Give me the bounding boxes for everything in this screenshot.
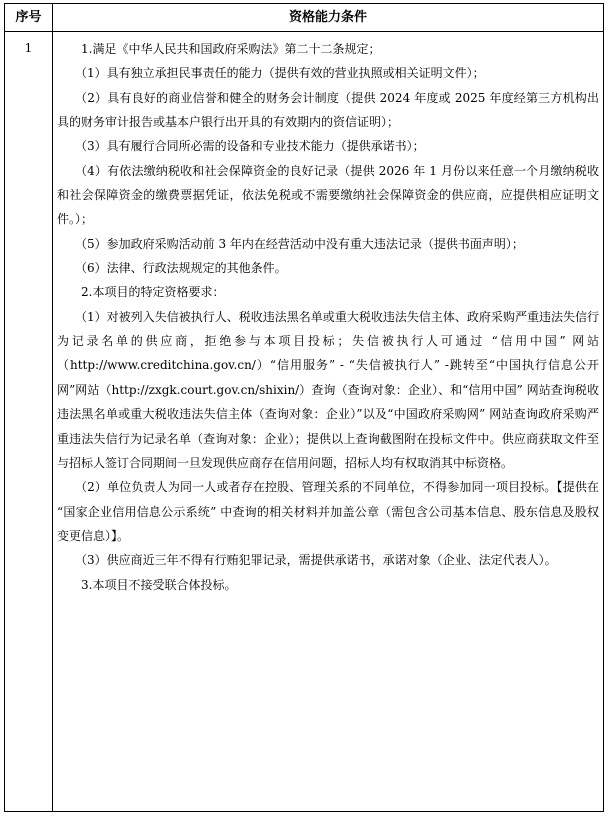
header-qualification-conditions: 资格能力条件 bbox=[288, 10, 367, 25]
requirement-paragraph: （3）具有履行合同所必需的设备和专业技术能力（提供承诺书）； bbox=[75, 139, 425, 154]
qualification-content-cell bbox=[57, 37, 599, 597]
requirement-paragraph: 2.本项目的特定资格要求： bbox=[81, 285, 225, 300]
requirement-paragraph: （3）供应商近三年不得有行贿犯罪记录，需提供承诺书，承诺对象（企业、法定代表人）。 bbox=[75, 553, 557, 568]
requirement-paragraph: （6）法律、行政法规规定的其他条件。 bbox=[75, 261, 287, 276]
table-header-row bbox=[5, 4, 603, 32]
requirement-paragraph: （1）具有独立承担民事责任的能力（提供有效的营业执照或相关证明文件）； bbox=[75, 66, 485, 81]
requirement-paragraph: 1.满足《中华人民共和国政府采购法》第二十二条规定； bbox=[81, 42, 381, 56]
header-serial-number: 序号 bbox=[15, 10, 42, 25]
qualification-table bbox=[4, 3, 604, 812]
requirement-paragraph: （5）参加政府采购活动前 3 年内在经营活动中没有重大违法记录（提供书面声明）； bbox=[75, 236, 524, 251]
requirement-paragraph: （2）具有良好的商业信誉和健全的财务会计制度（提供 2024 年度或 2025 年度经第三方机构出具的财务审计报告或基本户银行出开具的有效期内的资信证明）； bbox=[57, 90, 599, 130]
row-serial-number: 1 bbox=[24, 41, 33, 55]
credit-check-paragraph: （1）对被列入失信被执行人、税收违法黑名单或重大税收违法失信主体、政府采购严重违法失信行为记录名单的供应商，拒绝参与本项目投标；失信被执行人可通过 “信用中国” 网站（http://www.creditchina.gov.cn/）“信用服务” - “失信被执行人” -跳转至“中国执行信息公开网”网站（http://zxgk.court.gov.cn/shixin/）查询（查询对象：企业）、和“信用中国” 网站查询税收违法黑名单或重大税收违法失信主体（查询对象：企业）”以及“中国政府采购网” 网站查询政府采购严重违法失信行为记录名单（查询对象：企业）；提供以上查询截图附在投标文件中。供应商获取文件至与招标人签订合同期间一旦发现供应商存在信用问题，招标人均有权取消其中标资格。 bbox=[57, 309, 599, 470]
column-divider bbox=[52, 4, 53, 811]
requirement-paragraph: （4）有依法缴纳税收和社会保障资金的良好记录（提供 2026 年 1 月份以来任意一个月缴纳税收和社会保障资金的缴费票据凭证，依法免税或不需要缴纳社会保障资金的供应商，应提供相应证明文件。）； bbox=[57, 163, 599, 227]
requirement-paragraph: 3.本项目不接受联合体投标。 bbox=[81, 577, 237, 592]
requirement-paragraph: （2）单位负责人为同一人或者存在控股、管理关系的不同单位，不得参加同一项目投标。【提供在 “国家企业信用信息公示系统” 中查询的相关材料并加盖公章（需包含公司基本信息、股东信息及股权变更信息）】。 bbox=[57, 480, 599, 543]
